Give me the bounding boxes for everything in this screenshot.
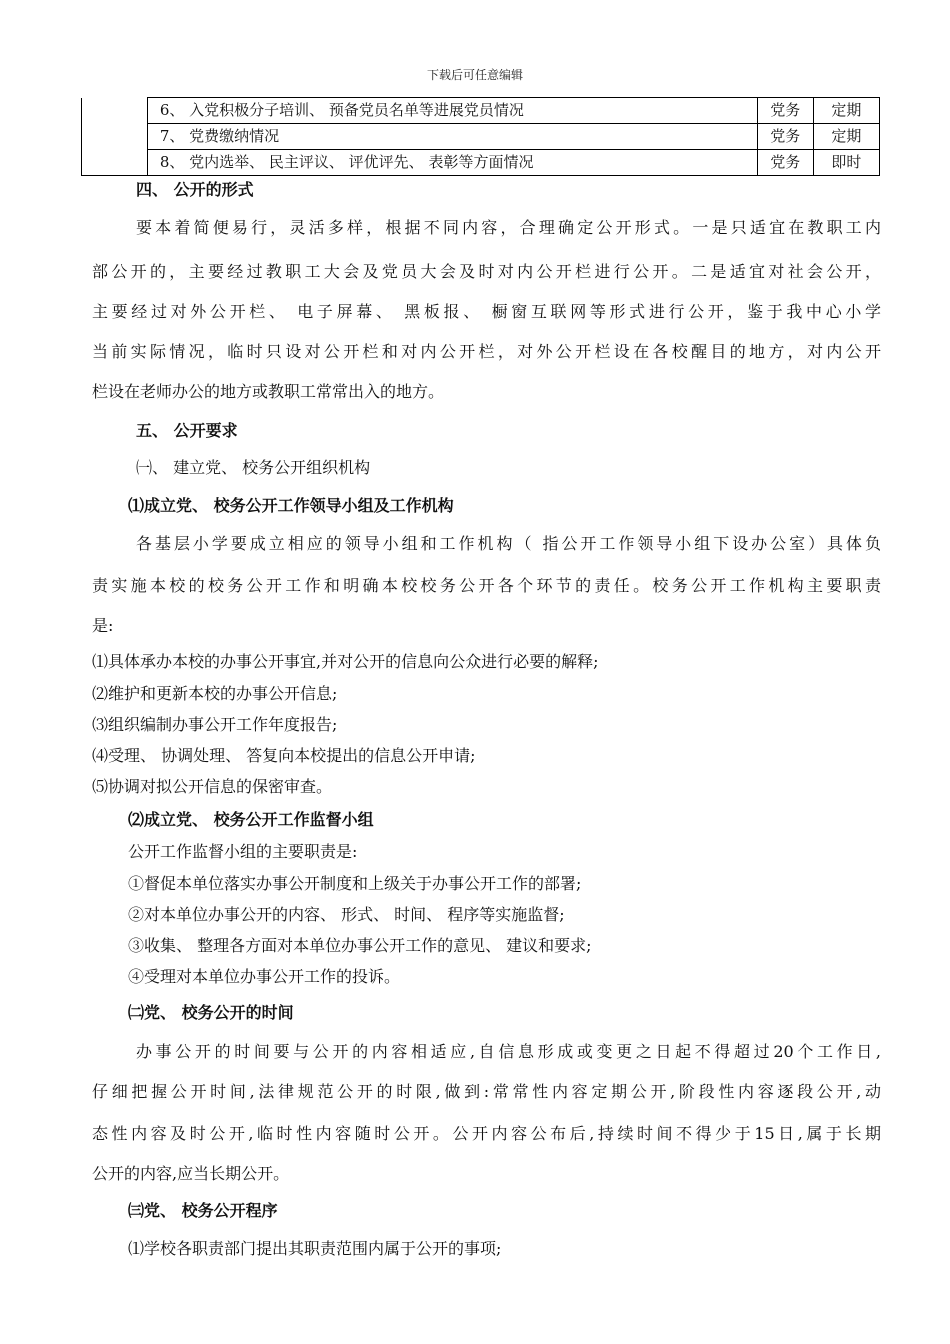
subsection-heading: ⑴成立党、 校务公开工作领导小组及工作机构: [128, 496, 454, 515]
table-cell-category: 党务: [757, 124, 813, 150]
subsection-heading: ㈠、 建立党、 校务公开组织机构: [136, 458, 371, 477]
paragraph-line: 办事公开的时间要与公开的内容相适应,自信息形成或变更之日起不得超过20个工作日,: [136, 1042, 881, 1061]
table-row: [82, 124, 880, 150]
table-cell-frequency: 定期: [813, 124, 879, 150]
list-item: ⑶组织编制办事公开工作年度报告;: [92, 715, 338, 734]
paragraph-line: 公开的内容,应当长期公开。: [92, 1164, 290, 1183]
paragraph-line: 主要经过对外公开栏、 电子屏幕、 黑板报、 橱窗互联网等形式进行公开，鉴于我中心小学: [92, 302, 881, 321]
list-item: ⑴学校各职责部门提出其职责范围内属于公开的事项;: [128, 1239, 502, 1258]
section-heading: 五、 公开要求: [136, 421, 238, 440]
paragraph-line: 是:: [92, 616, 114, 635]
list-item: ③收集、 整理各方面对本单位办事公开工作的意见、 建议和要求;: [128, 936, 592, 955]
list-item: ②对本单位办事公开的内容、 形式、 时间、 程序等实施监督;: [128, 905, 565, 924]
table-row: [82, 150, 880, 176]
table-cell-frequency: 定期: [813, 98, 879, 124]
list-item: ⑵维护和更新本校的办事公开信息;: [92, 684, 338, 703]
list-item: ①督促本单位落实办事公开制度和上级关于办事公开工作的部署;: [128, 874, 582, 893]
list-item: ④受理对本单位办事公开工作的投诉。: [128, 967, 401, 986]
table-cell-item: 7、 党费缴纳情况: [147, 124, 757, 150]
paragraph-line: 栏设在老师办公的地方或教职工常常出入的地方。: [92, 382, 445, 401]
paragraph-line: 态性内容及时公开,临时性内容随时公开。公开内容公布后,持续时间不得少于15日,属于长期: [92, 1124, 881, 1143]
subsection-heading: ⑵成立党、 校务公开工作监督小组: [128, 810, 374, 829]
paragraph-line: 公开工作监督小组的主要职责是:: [128, 842, 358, 861]
table-cell-frequency: 即时: [813, 150, 879, 176]
table-cell-item: 8、 党内选举、 民主评议、 评优评先、 表彰等方面情况: [147, 150, 757, 176]
paragraph-line: 责实施本校的校务公开工作和明确本校校务公开各个环节的责任。校务公开工作机构主要职责: [92, 576, 881, 595]
section-heading: 四、 公开的形式: [136, 180, 254, 199]
list-item: ⑸协调对拟公开信息的保密审查。: [92, 777, 333, 796]
paragraph-line: 部公开的，主要经过教职工大会及党员大会及时对内公开栏进行公开。二是适宜对社会公开，: [92, 262, 881, 281]
paragraph-line: 各基层小学要成立相应的领导小组和工作机构（ 指公开工作领导小组下设办公室）具体负: [136, 534, 881, 553]
disclosure-table: [81, 97, 880, 176]
subsection-heading: ㈡党、 校务公开的时间: [128, 1003, 294, 1022]
table-row: [82, 98, 880, 124]
paragraph-line: 仔细把握公开时间,法律规范公开的时限,做到:常常性内容定期公开,阶段性内容逐段公开,动: [92, 1082, 881, 1101]
subsection-heading: ㈢党、 校务公开程序: [128, 1201, 278, 1220]
table-cell-item: 6、 入党积极分子培训、 预备党员名单等进展党员情况: [147, 98, 757, 124]
table-cell-category: 党务: [757, 98, 813, 124]
paragraph-line: 当前实际情况，临时只设对公开栏和对内公开栏，对外公开栏设在各校醒目的地方，对内公开: [92, 342, 881, 361]
paragraph-line: 要本着简便易行，灵活多样，根据不同内容，合理确定公开形式。一是只适宜在教职工内: [136, 218, 881, 237]
table-cell-category: 党务: [757, 150, 813, 176]
page-header: 下载后可任意编辑: [426, 68, 523, 82]
list-item: ⑴具体承办本校的办事公开事宜,并对公开的信息向公众进行必要的解释;: [92, 652, 599, 671]
list-item: ⑷受理、 协调处理、 答复向本校提出的信息公开申请;: [92, 746, 476, 765]
